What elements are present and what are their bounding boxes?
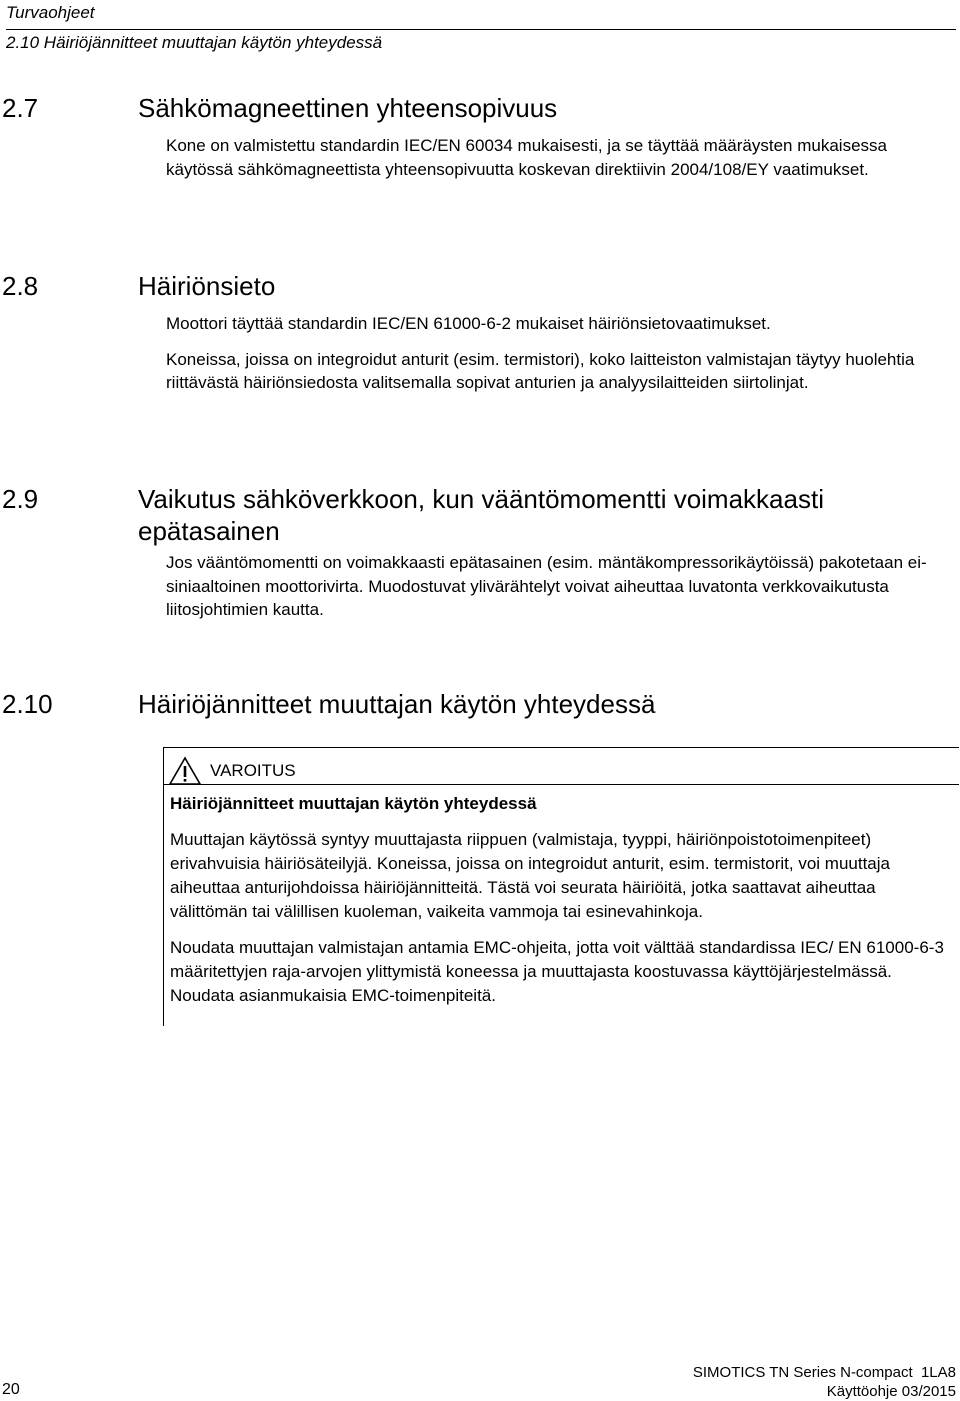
running-header <box>6 0 956 54</box>
section-number: 2.10 <box>2 689 53 719</box>
section-title: Häiriönsieto <box>138 271 276 301</box>
warning-header <box>168 754 296 788</box>
section-body <box>166 551 946 634</box>
paragraph: Jos vääntömomentti on voimakkaasti epätasainen (esim. mäntäkompressorikäytöissä) pakotetaan ei-siniaaltoinen moottorivirta. Muodostuvat ylivärähtelyt voivat aiheuttaa luvatonta verkkovaikutusta liitosjohtimien kautta. <box>166 553 927 619</box>
warning-title: Häiriöjännitteet muuttajan käytön yhteydessä <box>170 794 537 813</box>
warning-triangle-icon <box>168 756 202 786</box>
section-number: 2.8 <box>2 271 39 301</box>
warning-body <box>170 828 950 1020</box>
footer-info <box>693 1363 956 1401</box>
warning-divider <box>164 784 959 785</box>
page-number: 20 <box>2 1381 20 1398</box>
warning-paragraph: Muuttajan käytössä syntyy muuttajasta riippuen (valmistaja, tyyppi, häiriönpoistotoimenpiteet) erivahvuisia häiriösäteilyjä. Koneissa, joissa on integroidut anturit, esim. termistorit, voi muuttaja aiheuttaa anturijohdoissa häiriöjännitteitä. Tästä voi seurata häiriöitä, jotka saattavat aiheuttaa välittömän tai välillisen kuoleman, vaikeita vammoja tai esinevahinkoja. <box>170 830 890 921</box>
section-heading <box>0 688 960 722</box>
paragraph: Koneissa, joissa on integroidut anturit (esim. termistori), koko laitteiston valmistajan täytyy huolehtia riittävästä häiriönsiedosta valitsemalla sopivat anturien ja analyysilaitteiden siirtolinjat. <box>166 349 915 392</box>
section-heading <box>0 92 960 126</box>
section-title: Häiriöjännitteet muuttajan käytön yhteydessä <box>138 689 656 719</box>
section-body <box>166 312 946 407</box>
section-2-8 <box>0 270 960 392</box>
section-title: Sähkömagneettinen yhteensopivuus <box>138 93 558 123</box>
section-number: 2.7 <box>2 93 39 123</box>
paragraph: Moottori täyttää standardin IEC/EN 61000-6-2 mukaiset häiriönsietovaatimukset. <box>166 314 771 333</box>
section-heading <box>0 270 960 304</box>
paragraph: Kone on valmistettu standardin IEC/EN 60034 mukaisesti, ja se täyttää määräysten mukaisessa käytössä sähkömagneettista yhteensopivuutta koskevan direktiivin 2004/108/EY vaatimukset. <box>166 136 887 179</box>
chapter-title: Turvaohjeet <box>6 3 95 22</box>
section-2-10 <box>0 688 960 722</box>
section-body <box>166 134 946 193</box>
section-title: Vaikutus sähköverkkoon, kun vääntömomentti voimakkaasti epätasainen <box>138 484 824 546</box>
warning-paragraph: Noudata muuttajan valmistajan antamia EMC-ohjeita, jotta voit välttää standardissa IEC/ EN 61000-6-3 määritettyjen raja-arvojen ylittymistä koneessa ja muuttajasta koostuvassa käyttöjärjestelmässä. Noudata asianmukaisia EMC-toimenpiteitä. <box>170 938 944 1005</box>
section-heading <box>0 483 960 547</box>
footer-document: Käyttöohje 03/2015 <box>826 1383 956 1400</box>
footer-product: SIMOTICS TN Series N-compact 1LA8 <box>692 1364 956 1381</box>
header-rule <box>6 29 956 30</box>
running-section-title: 2.10 Häiriöjännitteet muuttajan käytön yhteydessä <box>6 33 383 52</box>
warning-label: VAROITUS <box>210 761 296 780</box>
warning-box <box>163 747 959 1026</box>
section-2-7 <box>0 92 960 179</box>
section-2-9 <box>0 483 960 619</box>
section-number: 2.9 <box>2 484 39 514</box>
